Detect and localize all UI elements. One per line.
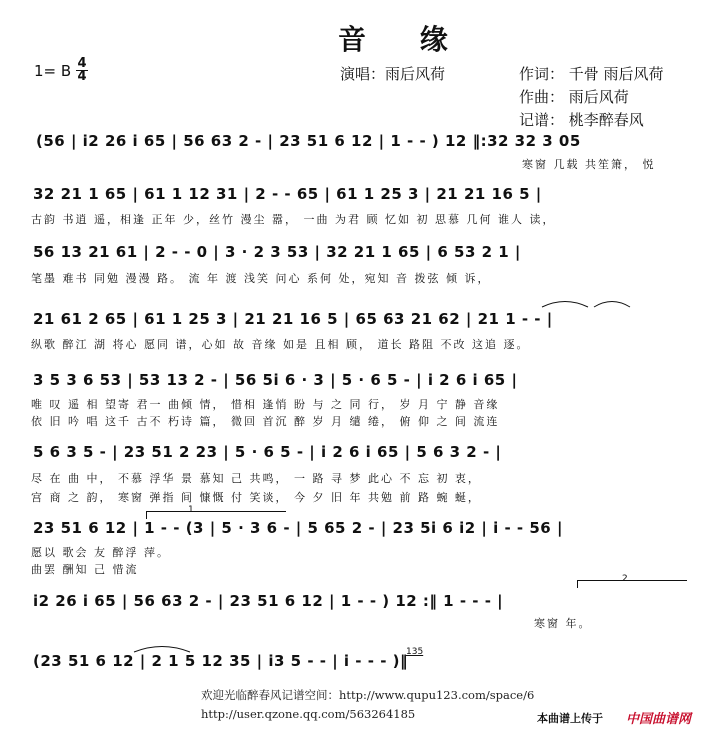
lyric-line-4: 纵歌 醉江 湖 将心 愿同 谱，心如 故 音缘 如是 且相 顾， 道长 路阻 不改 这追 逐。 (31, 338, 530, 351)
lyric-line-8: 寒窗 年。 (534, 617, 592, 630)
notation-line-1: (56 | i2 26 i 65 | 56 63 2 - | 23 51 6 12 | 1 - - ) 12 ‖:32 32 3 05 (36, 132, 581, 150)
time-signature-bottom: 4 (77, 69, 87, 84)
lyric-line-2: 古韵 书逍 遥，相逢 正年 少，丝竹 漫尘 嚣， 一曲 为君 顾 忆如 初 思慕 几何 谁人 读， (31, 213, 556, 226)
lyric-line-6b: 宫 商 之 韵， 寒窗 弹指 间 慷慨 付 笑谈， 今 夕 旧 年 共勉 前 路 蜿 蜒， (31, 491, 481, 504)
volta-2-number: 2 (622, 574, 628, 584)
notation-line-6: 5 6 3 5 - | 23 51 2 23 | 5 · 6 5 - | i 2 6 i 65 | 5 6 3 2 - | (33, 443, 502, 461)
lyric-line-5b: 依 旧 吟 唱 这千 古不 朽诗 篇， 微回 首沉 醉 岁 月 缱 绻， 俯 仰 之 间 流连 (31, 415, 500, 428)
lyric-line-5a: 唯 叹 遥 相 望寄 君一 曲倾 情， 惜相 逢悄 盼 与 之 同 行， 岁 月 宁 静 音缘 (31, 398, 500, 411)
volta-1-bracket (146, 511, 286, 512)
footer-upload-note: 本曲谱上传于 (537, 712, 603, 725)
volta-1-hook (146, 511, 147, 519)
volta-2-hook (577, 580, 578, 588)
notation-line-3: 56 13 21 61 | 2 - - 0 | 3 · 2 3 53 | 32 21 1 65 | 6 53 2 1 | (33, 243, 521, 261)
time-signature (76, 58, 88, 83)
grace-notes: 135 (406, 647, 424, 657)
notation-line-8: i2 26 i 65 | 56 63 2 - | 23 51 6 12 | 1 - - ) 12 :‖ 1 - - - | (33, 592, 504, 610)
notation-line-2: 32 21 1 65 | 61 1 12 31 | 2 - - 65 | 61 1 25 3 | 21 21 16 5 | (33, 185, 542, 203)
volta-1-number: 1 (188, 505, 194, 515)
volta-2-bracket (577, 580, 687, 581)
transcriber-credit: 记谱： 桃李醉春风 (519, 111, 644, 129)
lyric-line-1: 寒窗 几载 共笙箫， 悦 (522, 158, 656, 171)
notation-line-4: 21 61 2 65 | 61 1 25 3 | 21 21 16 5 | 65 63 21 62 | 21 1 - - | (33, 310, 553, 328)
footer-qzone-url[interactable]: http://user.qzone.qq.com/563264185 (201, 707, 416, 721)
time-signature-top: 4 (77, 56, 87, 71)
lyric-line-7b: 曲罢 酬知 己 惜流 (31, 563, 139, 576)
lyric-line-3: 笔墨 难书 同勉 漫漫 路。 流 年 渡 浅笑 问心 系何 处，宛知 音 拨弦 倾 诉， (31, 272, 491, 285)
notation-line-7: 23 51 6 12 | 1 - - (3 | 5 · 3 6 - | 5 65 2 - | 23 5i 6 i2 | i - - 56 | (33, 519, 563, 537)
composer-credit: 作曲： 雨后风荷 (519, 88, 629, 106)
footer-welcome: 欢迎光临醉春风记谱空间：http://www.qupu123.com/space/6 (201, 688, 535, 702)
notation-line-5: 3 5 3 6 53 | 53 13 2 - | 56 5i 6 · 3 | 5 · 6 5 - | i 2 6 i 65 | (33, 371, 518, 389)
notation-line-9: (23 51 6 12 | 2 1 5 12 35 | i3 5 - - | i - - - )‖ (33, 652, 408, 670)
lyricist-credit: 作词： 千骨 雨后风荷 (519, 65, 664, 83)
tie-slur-1 (540, 298, 590, 308)
singer-credit: 演唱：雨后风荷 (340, 65, 446, 83)
tie-slur-2 (592, 298, 632, 308)
lyric-line-6a: 尽 在 曲 中， 不慕 浮华 景 慕知 己 共鸣， 一 路 寻 梦 此心 不 忘 初 衷， (31, 472, 481, 485)
key-signature: 1= B (34, 62, 72, 80)
site-logo[interactable]: 中国曲谱网 (626, 712, 692, 727)
page-title: 音 缘 (338, 23, 470, 56)
lyric-line-7a: 愿以 歌会 友 醉浮 萍。 (31, 546, 170, 559)
